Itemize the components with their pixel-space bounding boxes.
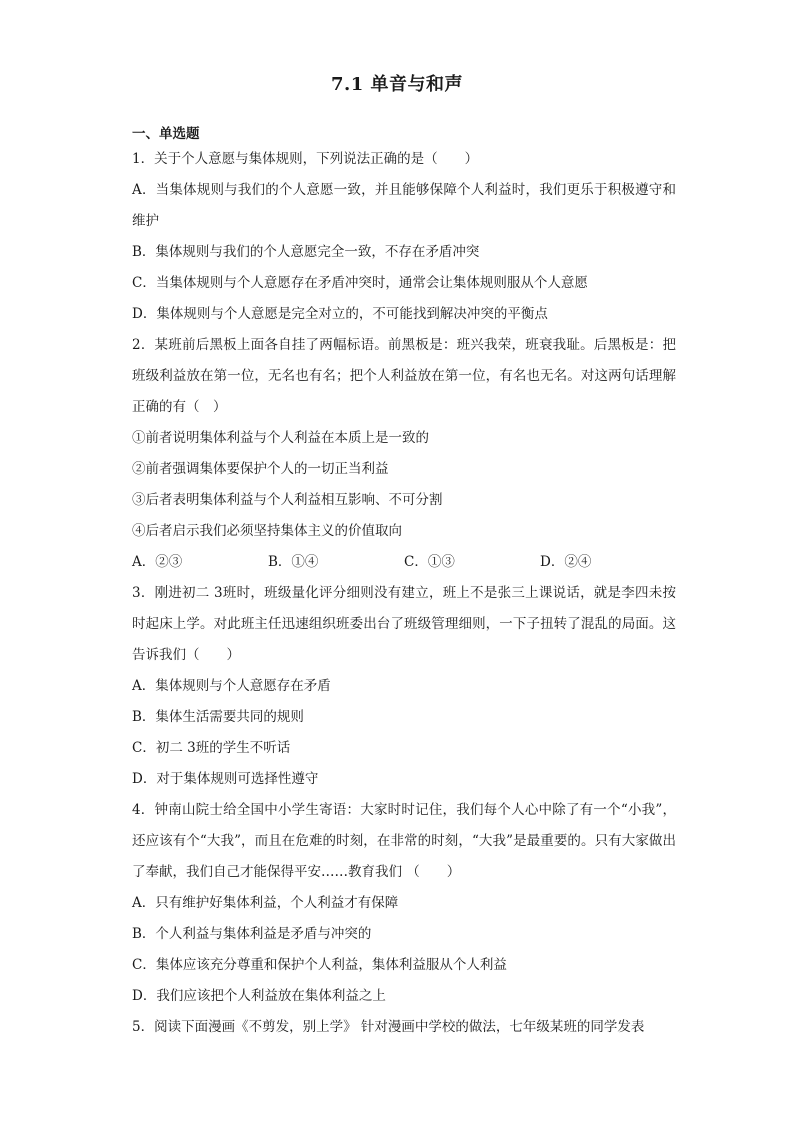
option-d: D．集体规则与个人意愿是完全对立的，不可能找到解决冲突的平衡点: [132, 306, 548, 322]
question-stem: 1．关于个人意愿与集体规则，下列说法正确的是（ ）: [132, 151, 479, 167]
option-a: A．只有维护好集体利益，个人利益才有保障: [132, 895, 399, 911]
option-a: A．集体规则与个人意愿存在矛盾: [132, 678, 331, 694]
section-heading: 一、单选题: [132, 126, 200, 142]
option-c: C．集体应该充分尊重和保护个人利益，集体利益服从个人利益: [132, 957, 507, 973]
option-d: D．②④: [540, 554, 592, 570]
question-4: [132, 795, 676, 1012]
question-3: [132, 578, 676, 795]
option-a: A．②③: [132, 554, 183, 570]
statement-1: ①前者说明集体利益与个人利益在本质上是一致的: [132, 430, 429, 446]
option-c: C．①③: [404, 554, 455, 570]
option-b: B．集体生活需要共同的规则: [132, 709, 304, 725]
option-c: C．当集体规则与个人意愿存在矛盾冲突时，通常会让集体规则服从个人意愿: [132, 275, 588, 291]
question-1: [132, 144, 676, 330]
question-5: [132, 1012, 676, 1043]
option-d: D．我们应该把个人利益放在集体利益之上: [132, 988, 386, 1004]
question-2: [132, 330, 676, 578]
option-b: B．①④: [268, 554, 319, 570]
option-c: C．初二 3班的学生不听话: [132, 740, 291, 756]
option-a: A．当集体规则与我们的个人意愿一致，并且能够保障个人利益时，我们更乐于积极遵守和维护: [132, 182, 676, 229]
statement-4: ④后者启示我们必须坚持集体主义的价值取向: [132, 523, 402, 539]
document-title: 7.1 单音与和声: [330, 74, 464, 95]
option-b: B．个人利益与集体利益是矛盾与冲突的: [132, 926, 372, 942]
option-b: B．集体规则与我们的个人意愿完全一致，不存在矛盾冲突: [132, 244, 480, 260]
question-stem: 2．某班前后黑板上面各自挂了两幅标语。前黑板是：班兴我荣，班衰我耻。后黑板是：把班级利益放在第一位，无名也有名；把个人利益放在第一位，有名也无名。对这两句话理解正确的有（ ）: [132, 337, 676, 415]
statement-2: ②前者强调集体要保护个人的一切正当利益: [132, 461, 389, 477]
question-stem: 4．钟南山院士给全国中小学生寄语：大家时时记住，我们每个人心中除了有一个“小我”，还应该有个“大我”，而且在危难的时刻，在非常的时刻，“大我”是最重要的。只有大家做出了奉献，我们自己才能保得平安……教育我们 （ ）: [132, 802, 676, 880]
question-stem: 3．刚进初二 3班时，班级量化评分细则没有建立，班上不是张三上课说话，就是李四未按时起床上学。对此班主任迅速组织班委出台了班级管理细则，一下子扭转了混乱的局面。这告诉我们（ ）: [132, 585, 676, 663]
option-d: D．对于集体规则可选择性遵守: [132, 771, 319, 787]
statement-3: ③后者表明集体利益与个人利益相互影响、不可分割: [132, 492, 443, 508]
options-row: [132, 547, 676, 578]
question-stem: 5．阅读下面漫画《不剪发，别上学》 针对漫画中学校的做法，七年级某班的同学发表: [132, 1019, 645, 1035]
document-body: [132, 124, 676, 1043]
